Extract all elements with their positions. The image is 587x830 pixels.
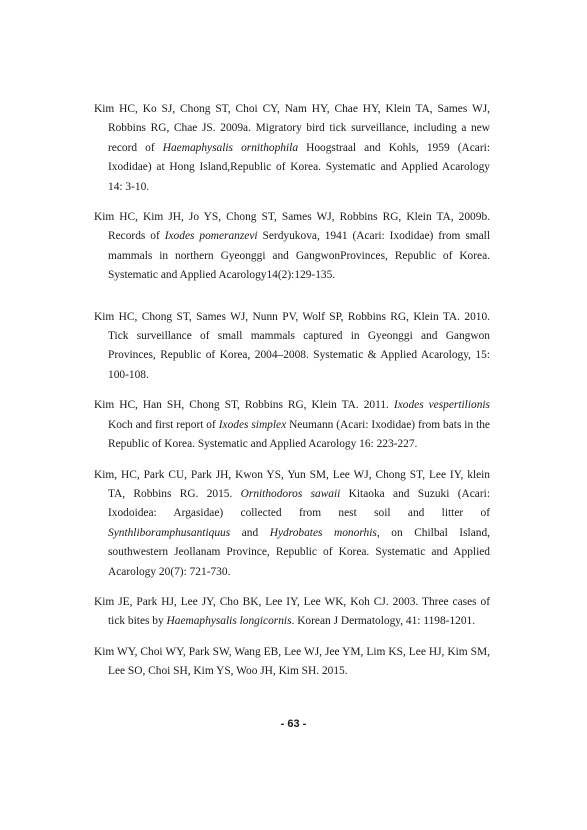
- reference-text: Kim HC, Han SH, Chong ST, Robbins RG, Klein TA. 2011.: [94, 399, 394, 412]
- species-name: Haemaphysalis ornithophila: [162, 141, 299, 154]
- reference-entry: [94, 208, 490, 286]
- reference-text: Neumann (Acari: Ixodidae) from bats in the Republic of Korea. Systematic and Applied Acarology 16: 223-227.: [108, 418, 490, 451]
- reference-text: Hoogstraal and Kohls, 1959 (Acari: Ixodidae) at Hong Island,Republic of Korea. Systematic and Applied Acarology 14: 3-10.: [108, 141, 490, 193]
- reference-entry: [94, 100, 490, 197]
- reference-text: Kitaoka and Suzuki (Acari: Ixodoidea: Argasidae) collected from nest soil and litter of: [108, 487, 490, 520]
- reference-text: . Korean J Dermatology, 41: 1198-1201.: [291, 615, 476, 628]
- reference-entry: [94, 593, 490, 632]
- reference-entry: [94, 643, 490, 682]
- species-name: Ornithodoros sawaii: [240, 487, 341, 500]
- reference-text: Kim HC, Ko SJ, Chong ST, Choi CY, Nam HY, Chae HY, Klein TA, Sames WJ, Robbins RG, Chae JS. 2009a. Migratory bird tick surveillance, including a new record of: [94, 103, 490, 154]
- reference-text: Kim JE, Park HJ, Lee JY, Cho BK, Lee IY, Lee WK, Koh CJ. 2003. Three cases of tick bites by: [94, 595, 490, 628]
- reference-text: , on Chilbal Island, southwestern Jeollanam Province, Republic of Korea. Systematic and Applied Acarology 20(7): 721-730.: [108, 526, 490, 578]
- species-name: Hydrobates monorhis: [269, 526, 377, 539]
- reference-entry: [94, 396, 490, 454]
- species-name: Synthliboramphusantiquus: [108, 526, 231, 539]
- reference-entry: [94, 466, 490, 582]
- reference-text: and: [230, 526, 270, 539]
- reference-text: Kim HC, Chong ST, Sames WJ, Nunn PV, Wolf SP, Robbins RG, Klein TA. 2010. Tick surveillance of small mammals captured in Gyeonggi and Gangwon Provinces, Republic of Korea, 2004–2008. Systematic & Applied Acarology, 15: 100-108.: [94, 310, 490, 381]
- reference-text: Kim WY, Choi WY, Park SW, Wang EB, Lee WJ, Jee YM, Lim KS, Lee HJ, Kim SM, Lee SO, Choi SH, Kim YS, Woo JH, Kim SH. 2015.: [94, 645, 490, 678]
- reference-text: Kim, HC, Park CU, Park JH, Kwon YS, Yun SM, Lee WJ, Chong ST, Lee IY, klein TA, Robbins RG. 2015.: [94, 468, 490, 500]
- reference-entry: [94, 308, 490, 386]
- species-name: Ixodes simplex: [218, 418, 287, 431]
- reference-text: Serdyukova, 1941 (Acari: Ixodidae) from small mammals in northern Gyeonggi and GangwonProvinces, Republic of Korea. Systematic and Applied Acarology14(2):129-135.: [108, 230, 491, 282]
- species-name: Ixodes vespertilionis: [393, 399, 490, 412]
- reference-text: Koch and first report of: [108, 418, 219, 431]
- page-number: - 63 -: [280, 718, 307, 730]
- reference-list: [94, 100, 490, 693]
- species-name: Haemaphysalis longicornis: [166, 615, 292, 628]
- species-name: Ixodes pomeranzevi: [164, 230, 258, 243]
- reference-text: Kim HC, Kim JH, Jo YS, Chong ST, Sames WJ, Robbins RG, Klein TA, 2009b. Records of: [94, 211, 490, 243]
